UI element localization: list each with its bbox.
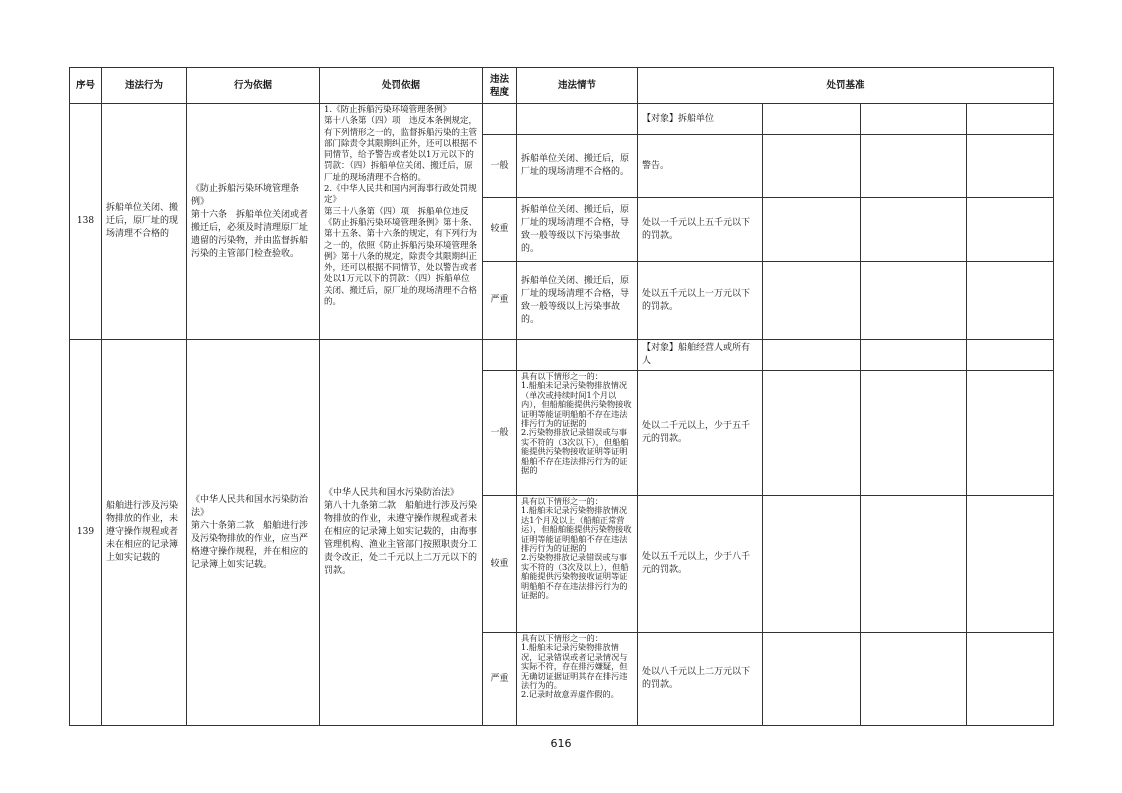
empty-cell [763, 340, 861, 371]
empty-cell [861, 198, 967, 262]
situation-cell: 拆船单位关闭、搬迁后，原厂址的现场清理不合格，导致一般等级以上污染事故的。 [517, 262, 638, 340]
violation-act: 拆船单位关闭、搬迁后，原厂址的现场清理不合格的 [102, 104, 187, 340]
situation-cell: 拆船单位关闭、搬迁后，原厂址的现场清理不合格，导致一般等级以下污染事故的。 [517, 198, 638, 262]
empty-cell [967, 633, 1054, 726]
empty-cell [861, 135, 967, 198]
empty-cell [967, 371, 1054, 496]
standard-cell: 处以二千元以上，少于五千元的罚款。 [638, 371, 763, 496]
empty-cell [967, 262, 1054, 340]
table-row [70, 340, 1054, 371]
empty-cell [967, 340, 1054, 371]
empty-cell [967, 496, 1054, 633]
penalty-standard-table [69, 67, 1054, 726]
empty-cell [763, 633, 861, 726]
header-row [70, 68, 1054, 104]
empty-cell [861, 340, 967, 371]
situation-cell [517, 104, 638, 135]
degree-cell [483, 340, 517, 371]
standard-cell: 处以一千元以上五千元以下的罚款。 [638, 198, 763, 262]
target-cell: 【对象】拆船单位 [638, 104, 763, 135]
header-no: 序号 [70, 68, 102, 104]
row-number: 138 [70, 104, 102, 340]
situation-cell: 具有以下情形之一的： 1.船舶未记录污染物排放情况达1个月及以上（船舶正常营运），但船舶能提供污染物接收证明等能证明船舶不存在违法排污行为的证据的 2.污染物排放记录错误或与事实不符的（3次及以上），但船舶能提供污染物接收证明等证明船舶不存在违法排污行为的证据的。 [517, 496, 638, 633]
header-degree: 违法 程度 [483, 68, 517, 104]
standard-cell: 处以五千元以上一万元以下的罚款。 [638, 262, 763, 340]
situation-cell: 具有以下情形之一的： 1.船舶未记录污染物排放情况，记录错误或者记录情况与实际不符，存在排污嫌疑，但无确切证据证明其存在排污违法行为的。 2.记录时故意弄虚作假的。 [517, 633, 638, 726]
degree-cell: 较重 [483, 496, 517, 633]
header-basis: 行为依据 [187, 68, 320, 104]
header-penalty-basis: 处罚依据 [320, 68, 483, 104]
degree-cell: 一般 [483, 135, 517, 198]
target-cell: 【对象】船舶经营人或所有人 [638, 340, 763, 371]
empty-cell [967, 135, 1054, 198]
empty-cell [763, 198, 861, 262]
violation-act: 船舶进行涉及污染物排放的作业，未遵守操作规程或者未在相应的记录簿上如实记载的 [102, 340, 187, 726]
table-row [70, 104, 1054, 135]
row-number: 139 [70, 340, 102, 726]
header-situation: 违法情节 [517, 68, 638, 104]
empty-cell [967, 104, 1054, 135]
empty-cell [861, 104, 967, 135]
empty-cell [763, 371, 861, 496]
situation-cell: 拆船单位关闭、搬迁后，原厂址的现场清理不合格的。 [517, 135, 638, 198]
page-number: 616 [550, 737, 572, 750]
degree-cell: 严重 [483, 262, 517, 340]
empty-cell [861, 496, 967, 633]
standard-cell: 警告。 [638, 135, 763, 198]
header-act: 违法行为 [102, 68, 187, 104]
situation-cell: 具有以下情形之一的： 1.船舶未记录污染物排放情况（单次或持续时间1个月以内），但船舶能提供污染物接收证明等能证明船舶不存在违法排污行为的证据的 2.污染物排放记录错误或与事实不符的（3次以下），但船舶能提供污染物接收证明等证明船舶不存在违法排污行为的证据的 [517, 371, 638, 496]
penalty-basis: 1.《防止拆船污染环境管理条例》 第十八条第（四）项 违反本条例规定，有下列情形之一的，监督拆船污染的主管部门除责令其限期纠正外，还可以根据不同情节，给予警告或者处以1万元以下的罚款：（四）拆船单位关闭、搬迁后，原厂址的现场清理不合格的。 2.《中华人民共和国内河海事行政处罚规定》 第三十八条第（四）项 拆船单位违反《防止拆船污染环境管理条例》第十条、第十五条、第十六条的规定，有下列行为之一的，依照《防止拆船污染环境管理条例》第十八条的规定，除责令其限期纠正外，还可以根据不同情节，处以警告或者处以1万元以下的罚款：（四）拆船单位关闭、搬迁后，原厂址的现场清理不合格的。 [320, 104, 483, 340]
empty-cell [861, 633, 967, 726]
situation-cell [517, 340, 638, 371]
degree-cell: 一般 [483, 371, 517, 496]
header-standard: 处罚基准 [638, 68, 1054, 104]
degree-cell: 严重 [483, 633, 517, 726]
empty-cell [763, 262, 861, 340]
degree-cell: 较重 [483, 198, 517, 262]
act-basis: 《中华人民共和国水污染防治法》 第六十条第二款 船舶进行涉及污染物排放的作业，应当严格遵守操作规程，并在相应的记录簿上如实记载。 [187, 340, 320, 726]
standard-cell: 处以五千元以上，少于八千元的罚款。 [638, 496, 763, 633]
empty-cell [763, 496, 861, 633]
penalty-basis: 《中华人民共和国水污染防治法》 第八十九条第二款 船舶进行涉及污染物排放的作业，未遵守操作规程或者未在相应的记录簿上如实记载的，由海事管理机构、渔业主管部门按照职责分工责令改正，处二千元以上二万元以下的罚款。 [320, 340, 483, 726]
empty-cell [861, 371, 967, 496]
empty-cell [967, 198, 1054, 262]
empty-cell [763, 135, 861, 198]
act-basis: 《防止拆船污染环境管理条例》 第十六条 拆船单位关闭或者搬迁后，必须及时清理原厂址遗留的污染物，并由监督拆船污染的主管部门检查验收。 [187, 104, 320, 340]
empty-cell [763, 104, 861, 135]
empty-cell [861, 262, 967, 340]
degree-cell [483, 104, 517, 135]
standard-cell: 处以八千元以上二万元以下的罚款。 [638, 633, 763, 726]
